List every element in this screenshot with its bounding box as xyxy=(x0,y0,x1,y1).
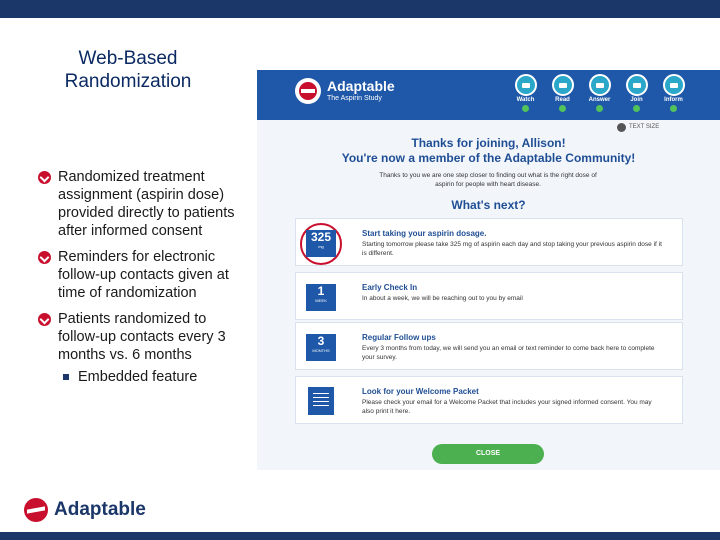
app-subtitle: The Aspirin Study xyxy=(327,95,382,102)
step-label: Answer xyxy=(588,97,611,103)
intro-text: Thanks to you we are one step closer to finding out what is the right dose of aspirin for people with heart disease. xyxy=(379,172,597,188)
square-bullet-icon xyxy=(63,374,69,380)
bullet-item xyxy=(38,168,252,240)
progress-steps xyxy=(507,74,692,112)
card-welcome-packet xyxy=(295,376,683,424)
card-title: Early Check In xyxy=(362,283,418,292)
thanks-line1: Thanks for joining, Allison! xyxy=(411,136,566,150)
step-join[interactable] xyxy=(618,74,655,112)
calendar-value: 1 xyxy=(317,284,325,298)
check-icon xyxy=(596,105,603,112)
dose-unit: mg xyxy=(318,244,324,249)
chevron-bullet-icon xyxy=(38,313,51,326)
slide-title xyxy=(30,47,226,93)
step-label: Watch xyxy=(516,97,535,103)
slide-title-line1: Web-Based xyxy=(78,48,178,69)
chevron-bullet-icon xyxy=(38,251,51,264)
check-icon xyxy=(633,105,640,112)
step-answer[interactable] xyxy=(581,74,618,112)
pen-icon xyxy=(626,74,648,96)
calendar-unit: WEEK xyxy=(315,298,327,303)
check-icon xyxy=(670,105,677,112)
pill-icon xyxy=(663,74,685,96)
step-inform[interactable] xyxy=(655,74,692,112)
bullet-text: Reminders for electronic follow-up contacts given at time of randomization xyxy=(58,249,229,301)
close-button[interactable]: CLOSE xyxy=(432,444,544,464)
app-logo xyxy=(295,78,395,104)
footer-logo-text: Adaptable xyxy=(54,499,146,520)
check-icon xyxy=(559,105,566,112)
card-body: Starting tomorrow please take 325 mg of aspirin each day and stop taking your previous aspirin dose if it is different. xyxy=(362,241,662,257)
bullet-list xyxy=(38,168,252,394)
step-label: Join xyxy=(630,97,643,103)
thanks-line2: You're now a member of the Adaptable Community! xyxy=(341,151,636,165)
top-band xyxy=(0,0,720,18)
card-regular-follow-ups xyxy=(295,322,683,370)
video-icon xyxy=(515,74,537,96)
pill-bottle-icon xyxy=(306,230,336,257)
card-body: Every 3 months from today, we will send you an email or text reminder to come back here to complete your survey. xyxy=(362,345,655,361)
step-label: Read xyxy=(555,97,570,103)
calendar-icon xyxy=(306,284,336,311)
card-early-check-in xyxy=(295,272,683,320)
checklist-icon xyxy=(589,74,611,96)
adaptable-logo-icon xyxy=(24,498,48,522)
card-title: Regular Follow ups xyxy=(362,333,436,342)
document-icon xyxy=(552,74,574,96)
whats-next-heading: What's next? xyxy=(451,198,526,212)
step-watch[interactable] xyxy=(507,74,544,112)
card-body: In about a week, we will be reaching out to you by email xyxy=(362,295,523,302)
check-icon xyxy=(522,105,529,112)
document-icon xyxy=(308,387,334,415)
step-read[interactable] xyxy=(544,74,581,112)
thanks-heading xyxy=(257,136,720,166)
sub-bullet-item xyxy=(58,368,252,386)
sub-bullet-text: Embedded feature xyxy=(78,369,198,385)
footer-logo xyxy=(24,498,146,522)
calendar-value: 3 xyxy=(317,334,325,348)
card-body: Please check your email for a Welcome Packet that includes your signed informed consent. You may also print it here. xyxy=(362,399,652,415)
chevron-bullet-icon xyxy=(38,171,51,184)
app-screenshot xyxy=(257,70,720,470)
card-title: Look for your Welcome Packet xyxy=(362,387,479,396)
bullet-text: Patients randomized to follow-up contacts every 3 months vs. 6 months xyxy=(58,311,226,363)
bullet-text: Randomized treatment assignment (aspirin dose) provided directly to patients after informed consent xyxy=(58,169,235,239)
slide-title-line2: Randomization xyxy=(64,71,192,92)
bullet-item xyxy=(38,248,252,302)
app-name: Adaptable xyxy=(327,78,395,94)
dose-value: 325 xyxy=(310,230,332,244)
text-size-control[interactable]: TEXT SIZE xyxy=(629,124,660,130)
card-title: Start taking your aspirin dosage. xyxy=(362,229,487,238)
card-aspirin-dosage xyxy=(295,218,683,266)
step-label: Inform xyxy=(664,97,683,103)
bullet-item xyxy=(38,310,252,386)
text-size-icon[interactable] xyxy=(617,123,626,132)
app-header xyxy=(257,70,720,120)
sub-bullet-list xyxy=(58,368,252,386)
adaptable-logo-icon xyxy=(295,78,321,104)
calendar-icon xyxy=(306,334,336,361)
calendar-unit: MONTHS xyxy=(312,348,330,353)
bottom-band xyxy=(0,532,720,540)
